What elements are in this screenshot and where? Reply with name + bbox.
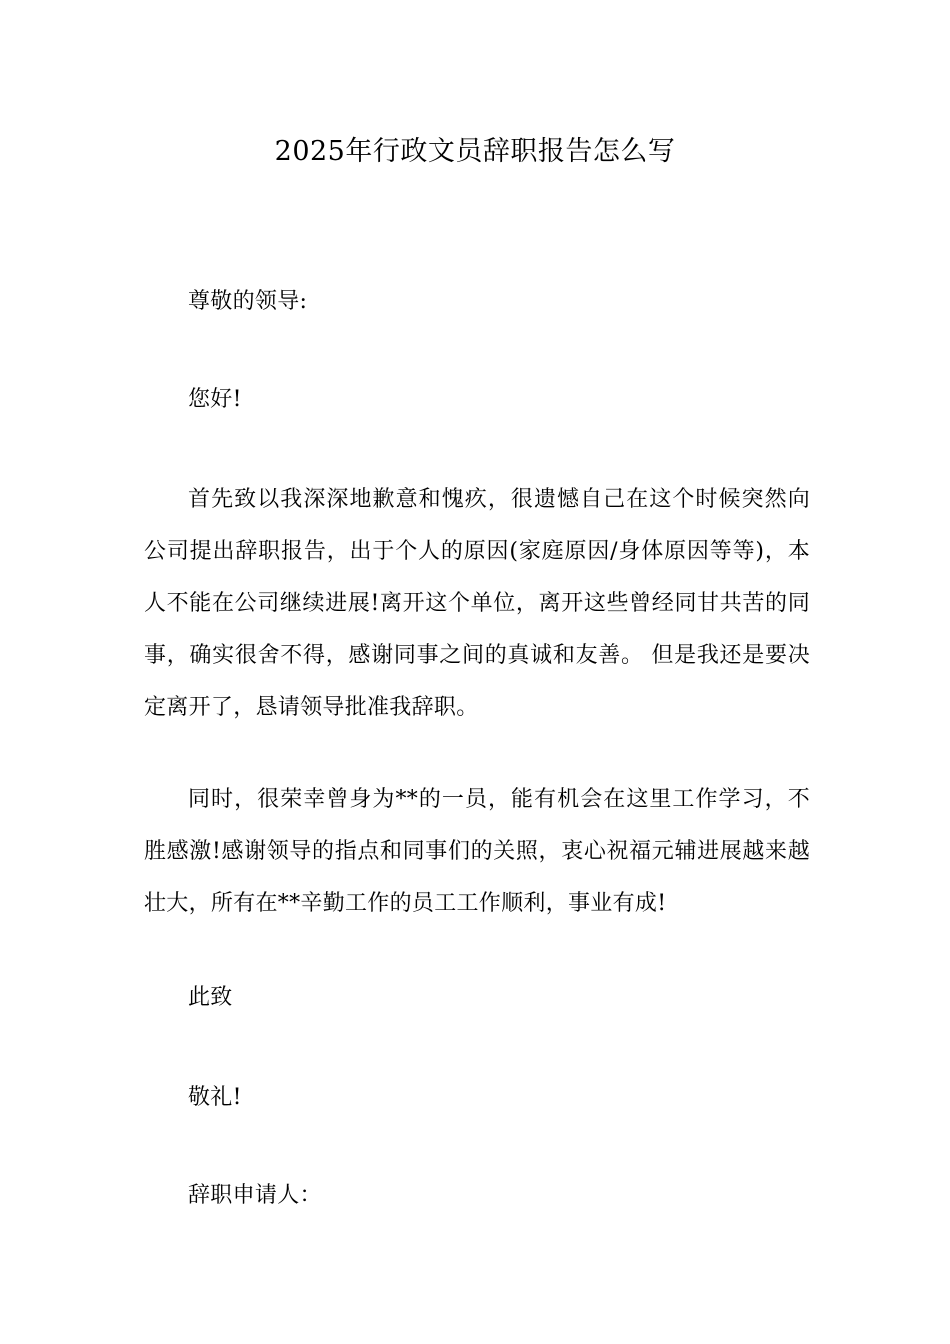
body-paragraph-1: 首先致以我深深地歉意和愧疚，很遗憾自己在这个时候突然向公司提出辞职报告，出于个人的原因(家庭原因/身体原因等等)，本人不能在公司继续进展!离开这个单位，离开这些曾经同甘共苦的同事，确实很舍不得，感谢同事之间的真诚和友善。 但是我还是要决定离开了，恳请领导批准我辞职。 <box>144 487 810 720</box>
signature-label: 辞职申请人： <box>188 1183 322 1208</box>
document-title: 2025年行政文员辞职报告怎么写 <box>274 136 676 167</box>
greeting: 您好! <box>188 387 242 412</box>
closing-line-2: 敬礼! <box>188 1085 242 1110</box>
salutation: 尊敬的领导: <box>188 289 308 314</box>
closing-line-1: 此致 <box>188 985 233 1010</box>
body-paragraph-2: 同时，很荣幸曾身为**的一员，能有机会在这里工作学习，不胜感激!感谢领导的指点和同事们的关照，衷心祝福元辅进展越来越壮大，所有在**辛勤工作的员工工作顺利，事业有成! <box>144 787 810 916</box>
